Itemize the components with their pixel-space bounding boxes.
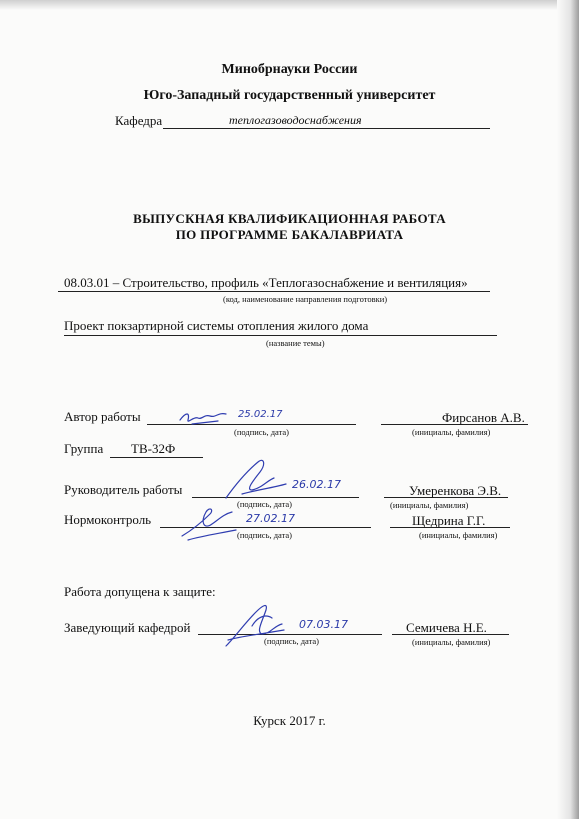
group-underline [110,457,203,458]
direction-caption: (код, наименование направления подготовки) [223,294,388,304]
scan-shadow-top [0,0,579,10]
supervisor-label: Руководитель работы [64,482,183,497]
normcontrol-date: 27.02.17 [246,512,295,525]
group-value: ТВ-32Ф [131,441,176,456]
direction-value: 08.03.01 – Строительство, профиль «Теплогазоснабжение и вентиляция» [64,275,468,290]
supervisor-name-caption: (инициалы, фамилия) [390,500,469,510]
university-name: Юго-Западный государственный университет [143,88,436,103]
scan-shadow-right [557,0,579,819]
supervisor-sign-caption: (подпись, дата) [237,499,293,509]
normcontrol-sign-caption: (подпись, дата) [237,530,293,540]
topic-underline [64,335,497,336]
work-title-line2: ПО ПРОГРАММЕ БАКАЛАВРИАТА [175,227,404,242]
ministry-name: Минобрнауки России [221,62,358,77]
author-sign-caption: (подпись, дата) [234,427,290,437]
author-name-caption: (инициалы, фамилия) [412,427,491,437]
topic-caption: (название темы) [266,338,325,348]
head-sign-caption: (подпись, дата) [264,636,320,646]
topic-value: Проект покзартирной системы отопления жилого дома [64,318,369,333]
head-label: Заведующий кафедрой [64,620,191,635]
author-date: 25.02.17 [238,409,283,420]
head-name: Семичева Н.Е. [406,620,487,635]
normcontrol-name: Щедрина Г.Г. [412,513,486,528]
group-label: Группа [64,441,104,456]
normcontrol-label: Нормоконтроль [64,512,152,527]
normcontrol-name-caption: (инициалы, фамилия) [419,530,498,540]
department-label: Кафедра [115,113,163,128]
head-date: 07.03.17 [299,618,348,631]
work-title-line1: ВЫПУСКНАЯ КВАЛИФИКАЦИОННАЯ РАБОТА [133,211,446,226]
admission-text: Работа допущена к защите: [64,584,216,599]
author-name: Фирсанов А.В. [442,410,525,425]
direction-underline [58,291,490,292]
supervisor-name: Умеренкова Э.В. [409,483,502,498]
department-underline [163,128,490,129]
author-label: Автор работы [64,409,141,424]
head-name-caption: (инициалы, фамилия) [412,637,491,647]
department-value: теплогазоводоснабжения [229,113,362,127]
city-year: Курск 2017 г. [253,713,326,728]
supervisor-date: 26.02.17 [292,478,341,491]
author-signature [178,408,238,428]
